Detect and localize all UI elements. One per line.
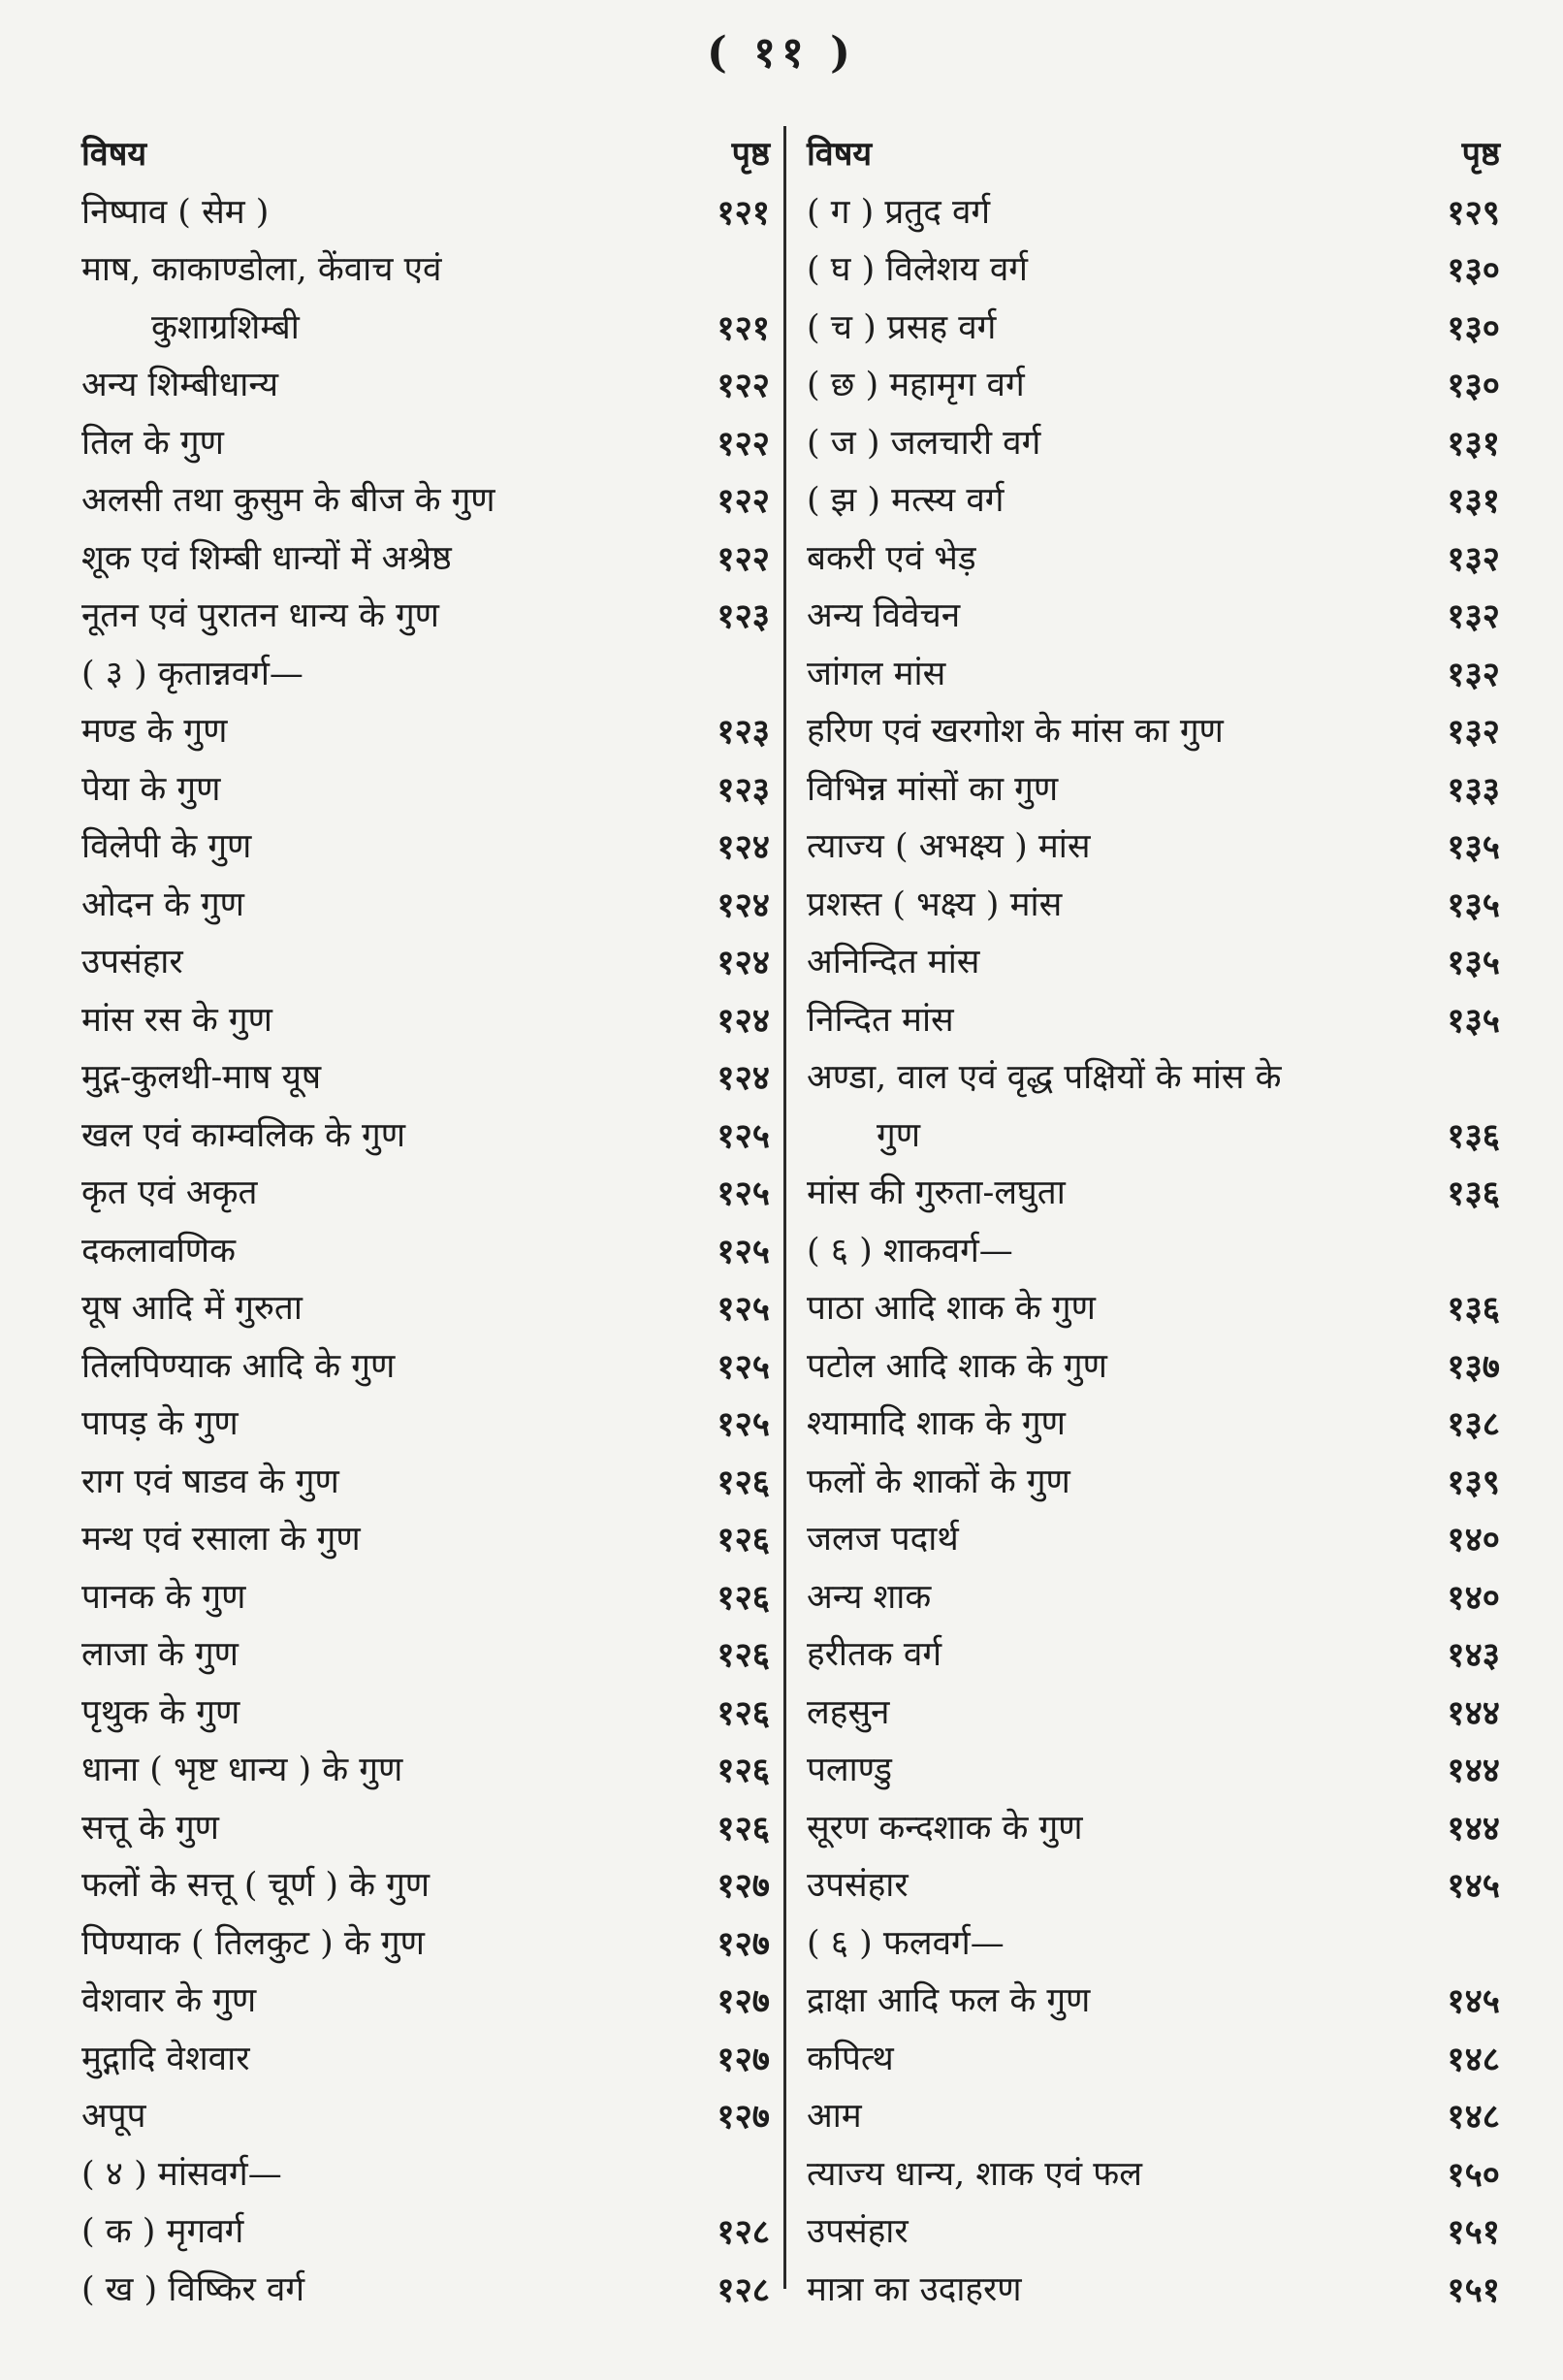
toc-entry	[81, 703, 770, 761]
toc-entry-page: १४८	[1447, 2097, 1500, 2137]
toc-entry-page: १३०	[1447, 307, 1500, 348]
toc-entry	[81, 1626, 770, 1685]
toc-entry-page: १२९	[1447, 192, 1500, 233]
toc-entry	[81, 1973, 770, 2031]
toc-entry	[81, 1800, 770, 1858]
toc-entry-title: मांस की गुरुता-लघुता	[807, 1174, 1066, 1212]
toc-entry-page: १२५	[717, 1174, 770, 1213]
toc-entry-page: १४४	[1447, 1808, 1500, 1849]
toc-entry-title: हरीतक वर्ग	[807, 1635, 942, 1674]
toc-entry-title: बकरी एवं भेड़	[807, 538, 976, 578]
left-column-header	[81, 126, 770, 184]
toc-entry	[81, 2088, 770, 2146]
toc-entry	[807, 1742, 1500, 1800]
toc-entry-page: १२५	[717, 1231, 770, 1271]
toc-entry	[81, 761, 770, 820]
toc-entry	[807, 1626, 1500, 1685]
toc-entry-page: १२७	[717, 1981, 770, 2021]
toc-entry-page: १४०	[1447, 1577, 1500, 1618]
page-header: पृष्ठ	[731, 135, 770, 174]
topic-header: विषय	[81, 135, 147, 174]
toc-entry-title: धाना ( भृष्ट धान्य ) के गुण	[81, 1751, 403, 1789]
toc-entry-page: १३५	[1447, 827, 1500, 867]
toc-entry-title: पापड़ के गुण	[81, 1404, 239, 1443]
toc-entry-title: फलों के सत्तू ( चूर्ण ) के गुण	[81, 1866, 431, 1905]
toc-entry	[807, 1915, 1500, 1974]
toc-entry-title: गुण	[877, 1115, 921, 1155]
toc-entry-page: १४८	[1447, 2039, 1500, 2079]
toc-entry	[81, 241, 770, 300]
toc-entry	[81, 1511, 770, 1569]
toc-entry-page: १२४	[717, 1000, 770, 1041]
toc-entry-page: १२६	[717, 1692, 770, 1733]
toc-entry	[81, 646, 770, 704]
toc-entry-title: वेशवार के गुण	[81, 1981, 257, 2020]
toc-entry	[807, 531, 1500, 589]
toc-entry-page: १३५	[1447, 943, 1500, 982]
toc-entry	[807, 819, 1500, 877]
toc-entry-title: दकलावणिक	[81, 1231, 236, 1270]
toc-entry-title: ( ३ ) कृतान्नवर्ग—	[81, 654, 303, 693]
toc-entry	[81, 1685, 770, 1743]
toc-entry-title: द्राक्षा आदि फल के गुण	[807, 1981, 1091, 2020]
toc-entry-page: १२७	[717, 1923, 770, 1964]
toc-entry-page: १२३	[717, 596, 770, 636]
toc-entry-title: ( ६ ) शाकवर्ग—	[807, 1231, 1013, 1270]
toc-entry-title: मुद्ग-कुलथी-माष यूष	[81, 1058, 322, 1097]
toc-entry	[81, 300, 770, 358]
toc-entry-title: पलाण्डु	[807, 1751, 893, 1789]
toc-entry	[807, 992, 1500, 1050]
toc-entry-page: १२७	[717, 2039, 770, 2079]
toc-entry-page: १४४	[1447, 1751, 1500, 1790]
toc-entry-title: अन्य विवेचन	[807, 596, 961, 635]
toc-entry-title: विभिन्न मांसों का गुण	[807, 769, 1059, 809]
toc-entry	[807, 934, 1500, 992]
toc-entry-title: अनिन्दित मांस	[807, 943, 980, 981]
toc-entry-title: ( झ ) मत्स्य वर्ग	[807, 481, 1005, 520]
toc-entry	[807, 357, 1500, 415]
toc-entry-title: ( ४ ) मांसवर्ग—	[81, 2154, 282, 2194]
toc-entry-page: १२५	[717, 1346, 770, 1387]
toc-entry-title: पाठा आदि शाक के गुण	[807, 1289, 1096, 1328]
toc-entry-page: १३६	[1447, 1174, 1500, 1213]
toc-entry-page: १२६	[717, 1462, 770, 1502]
toc-entry-title: शूक एवं शिम्बी धान्यों में अश्रेष्ठ	[81, 538, 452, 578]
toc-entry-title: निन्दित मांस	[807, 1000, 954, 1040]
toc-entry-title: जलज पदार्थ	[807, 1520, 959, 1559]
toc-entry	[807, 2203, 1500, 2262]
toc-entry-page: १३०	[1447, 250, 1500, 290]
topic-header: विषय	[807, 135, 873, 174]
toc-entry-title: ( क ) मृगवर्ग	[81, 2212, 244, 2251]
toc-entry-page: १२६	[717, 1635, 770, 1675]
toc-entry	[807, 472, 1500, 531]
right-column-header	[807, 126, 1500, 184]
toc-entry	[807, 877, 1500, 935]
toc-entry-title: पिण्याक ( तिलकुट ) के गुण	[81, 1923, 425, 1963]
toc-entry-title: मुद्गादि वेशवार	[81, 2039, 250, 2078]
toc-entry	[807, 1338, 1500, 1397]
toc-entry-title: मात्रा का उदाहरण	[807, 2269, 1022, 2309]
toc-entry	[81, 531, 770, 589]
toc-entry-page: १४५	[1447, 1981, 1500, 2021]
toc-entry-page: १३५	[1447, 1000, 1500, 1041]
toc-entry	[807, 1569, 1500, 1627]
toc-entry	[807, 588, 1500, 646]
toc-entry-page: १४४	[1447, 1692, 1500, 1733]
toc-entry	[807, 2262, 1500, 2320]
toc-entry	[807, 1108, 1500, 1166]
toc-entry-title: सूरण कन्दशाक के गुण	[807, 1808, 1083, 1848]
toc-entry-title: कृत एवं अकृत	[81, 1174, 258, 1212]
toc-entry	[81, 877, 770, 935]
toc-entry-page: १२६	[717, 1520, 770, 1560]
toc-entry	[81, 1049, 770, 1108]
toc-entry-page: १२६	[717, 1751, 770, 1790]
toc-entry	[81, 2031, 770, 2089]
toc-entry-page: १३५	[1447, 884, 1500, 925]
toc-entry-title: विलेपी के गुण	[81, 827, 252, 866]
toc-entry-title: प्रशस्त ( भक्ष्य ) मांस	[807, 884, 1063, 924]
toc-entry-page: १२८	[717, 2212, 770, 2252]
toc-entry	[81, 472, 770, 531]
toc-entry-title: अन्य शाक	[807, 1577, 932, 1617]
toc-entry-page: १२५	[717, 1115, 770, 1156]
toc-entry-page: १४०	[1447, 1520, 1500, 1560]
toc-entry-page: १३१	[1447, 423, 1500, 464]
column-divider	[783, 126, 786, 2289]
toc-entry-title: ( ग ) प्रतुद वर्ग	[807, 192, 991, 232]
toc-entry	[807, 1454, 1500, 1512]
toc-entry-page: १४५	[1447, 1866, 1500, 1906]
toc-entry	[81, 1454, 770, 1512]
toc-entry-page: १४३	[1447, 1635, 1500, 1675]
toc-entry	[81, 357, 770, 415]
toc-entry	[807, 1800, 1500, 1858]
toc-entry	[81, 934, 770, 992]
toc-entry-page: १२३	[717, 769, 770, 810]
toc-entry-page: १३३	[1447, 769, 1500, 810]
toc-entry-title: आम	[807, 2097, 862, 2136]
page-header: पृष्ठ	[1461, 135, 1500, 174]
toc-entry-title: माष, काकाण्डोला, केंवाच एवं	[81, 250, 442, 289]
toc-entry	[807, 300, 1500, 358]
left-column	[81, 126, 770, 2319]
toc-entry-page: १२२	[717, 481, 770, 521]
toc-entry-title: सत्तू के गुण	[81, 1808, 219, 1848]
toc-entry-title: लाजा के गुण	[81, 1635, 239, 1674]
toc-entry-page: १२५	[717, 1404, 770, 1444]
toc-entry-title: अण्डा, वाल एवं वृद्ध पक्षियों के मांस के	[807, 1058, 1282, 1097]
toc-entry	[81, 1915, 770, 1974]
toc-entry	[81, 2262, 770, 2320]
page-number: ( ११ )	[706, 28, 857, 78]
toc-entry	[807, 1857, 1500, 1915]
toc-entry-page: १२५	[717, 1289, 770, 1329]
toc-entry-title: त्याज्य ( अभक्ष्य ) मांस	[807, 827, 1091, 866]
toc-entry-title: ( ख ) विष्किर वर्ग	[81, 2269, 305, 2309]
toc-entry	[807, 2031, 1500, 2089]
toc-entry-page: १२४	[717, 1058, 770, 1098]
toc-entry-title: उपसंहार	[807, 2212, 909, 2251]
toc-entry-page: १३६	[1447, 1289, 1500, 1329]
toc-entry	[807, 241, 1500, 300]
toc-entry-page: १३०	[1447, 366, 1500, 405]
toc-entry	[807, 703, 1500, 761]
toc-entry-title: नूतन एवं पुरातन धान्य के गुण	[81, 596, 439, 635]
toc-entry	[81, 184, 770, 242]
toc-entry-title: उपसंहार	[807, 1866, 909, 1905]
toc-entry	[807, 1685, 1500, 1743]
toc-entry-title: श्यामादि शाक के गुण	[807, 1404, 1066, 1443]
toc-entry-page: १३२	[1447, 654, 1500, 694]
toc-entry	[81, 2203, 770, 2262]
toc-entry-page: १२३	[717, 712, 770, 752]
toc-entry-page: १२२	[717, 366, 770, 405]
toc-entry-title: मांस रस के गुण	[81, 1000, 272, 1040]
toc-entry-page: १३८	[1447, 1404, 1500, 1444]
toc-entry	[807, 1165, 1500, 1223]
toc-entry-title: अन्य शिम्बीधान्य	[81, 366, 278, 404]
toc-entry-title: यूष आदि में गुरुता	[81, 1289, 303, 1328]
toc-entry-page: १२४	[717, 827, 770, 867]
toc-entry-title: मण्ड के गुण	[81, 712, 228, 751]
toc-entry	[81, 1223, 770, 1281]
toc-entry-title: ( छ ) महामृग वर्ग	[807, 366, 1025, 404]
toc-entry-page: १२१	[717, 307, 770, 348]
toc-entry	[807, 1973, 1500, 2031]
toc-entry-title: ( ज ) जलचारी वर्ग	[807, 423, 1041, 463]
toc-entry-title: पानक के गुण	[81, 1577, 246, 1617]
toc-entry	[81, 1338, 770, 1397]
toc-entry-title: राग एवं षाडव के गुण	[81, 1462, 339, 1501]
toc-entry	[81, 819, 770, 877]
toc-entry-page: १३७	[1447, 1346, 1500, 1387]
toc-entry-title: कुशाग्रशिम्बी	[151, 307, 300, 347]
toc-entry-title: ( ६ ) फलवर्ग—	[807, 1923, 1005, 1963]
toc-entry	[807, 1049, 1500, 1108]
toc-entry	[81, 1857, 770, 1915]
toc-entry-title: जांगल मांस	[807, 654, 946, 693]
toc-entry-title: ( घ ) विलेशय वर्ग	[807, 250, 1029, 289]
toc-entry-title: पेया के गुण	[81, 769, 221, 809]
toc-entry-page: १५१	[1447, 2269, 1500, 2310]
toc-entry-title: कपित्थ	[807, 2039, 894, 2078]
toc-entry-title: ओदन के गुण	[81, 884, 244, 924]
toc-entry	[807, 646, 1500, 704]
toc-entry	[81, 588, 770, 646]
toc-entry	[81, 1569, 770, 1627]
toc-entry-title: खल एवं काम्वलिक के गुण	[81, 1115, 406, 1155]
toc-entry-title: मन्थ एवं रसाला के गुण	[81, 1520, 361, 1559]
toc-entry-title: त्याज्य धान्य, शाक एवं फल	[807, 2154, 1142, 2194]
toc-entry	[807, 1280, 1500, 1338]
toc-entry-page: १२६	[717, 1808, 770, 1849]
toc-entry	[81, 1742, 770, 1800]
toc-entry-page: १२४	[717, 884, 770, 925]
toc-entry-title: अपूप	[81, 2097, 146, 2136]
toc-entry-page: १२६	[717, 1577, 770, 1618]
toc-entry	[81, 1165, 770, 1223]
toc-entry-page: १३२	[1447, 538, 1500, 579]
right-column	[807, 126, 1500, 2319]
toc-entry-title: निष्पाव ( सेम )	[81, 192, 270, 232]
toc-entry-page: १२१	[717, 192, 770, 233]
toc-entry-page: १३१	[1447, 481, 1500, 521]
toc-entry-page: १२७	[717, 1866, 770, 1906]
toc-entry-page: १३६	[1447, 1115, 1500, 1156]
toc-entry-page: १२७	[717, 2097, 770, 2137]
toc-entry	[807, 2146, 1500, 2204]
toc-entry	[81, 1396, 770, 1454]
toc-entry-title: पृथुक के गुण	[81, 1692, 240, 1732]
toc-entry-title: ( च ) प्रसह वर्ग	[807, 307, 997, 347]
toc-entry-title: फलों के शाकों के गुण	[807, 1462, 1070, 1501]
toc-entry-page: १२४	[717, 943, 770, 982]
toc-entry-page: १२२	[717, 423, 770, 464]
toc-entry-title: हरिण एवं खरगोश के मांस का गुण	[807, 712, 1224, 751]
toc-entry	[807, 1396, 1500, 1454]
toc-entry-page: १३२	[1447, 596, 1500, 636]
toc-entry	[81, 1280, 770, 1338]
toc-entry-title: तिल के गुण	[81, 423, 224, 463]
toc-entry	[81, 992, 770, 1050]
toc-entry-page: १५०	[1447, 2154, 1500, 2195]
toc-entry-page: १५१	[1447, 2212, 1500, 2252]
toc-entry	[81, 415, 770, 473]
toc-entry-page: १२२	[717, 538, 770, 579]
toc-entry	[81, 2146, 770, 2204]
toc-entry-page: १२८	[717, 2269, 770, 2310]
toc-entry	[807, 761, 1500, 820]
toc-entry-title: पटोल आदि शाक के गुण	[807, 1346, 1107, 1386]
toc-entry	[807, 415, 1500, 473]
toc-entry	[807, 1223, 1500, 1281]
toc-entry	[807, 1511, 1500, 1569]
toc-entry	[81, 1108, 770, 1166]
toc-entry	[807, 2088, 1500, 2146]
toc-entry-title: तिलपिण्याक आदि के गुण	[81, 1346, 396, 1386]
toc-entry-title: उपसंहार	[81, 943, 183, 981]
toc-entry-page: १३९	[1447, 1462, 1500, 1502]
toc-entry-title: अलसी तथा कुसुम के बीज के गुण	[81, 481, 495, 520]
toc-entry-page: १३२	[1447, 712, 1500, 752]
toc-entry	[807, 184, 1500, 242]
toc-entry-title: लहसुन	[807, 1692, 890, 1732]
